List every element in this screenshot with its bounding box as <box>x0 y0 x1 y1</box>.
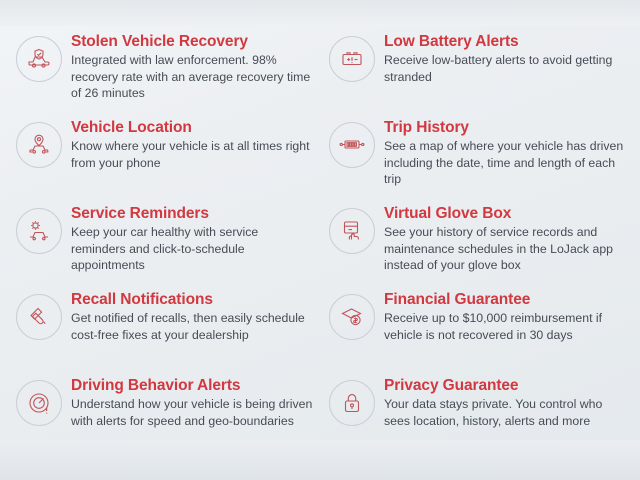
feature-description: See your history of service records and maintenance schedules in the LoJack app instead of your glove box <box>384 225 614 273</box>
feature-service-reminders <box>16 204 315 288</box>
feature-title: Financial Guarantee <box>384 291 531 308</box>
feature-title: Stolen Vehicle Recovery <box>71 33 248 50</box>
feature-vehicle-location <box>16 118 315 202</box>
feature-text <box>71 32 315 101</box>
feature-text <box>384 204 628 273</box>
feature-text <box>71 118 315 171</box>
feature-text <box>384 290 628 343</box>
recall-notifications-icon <box>16 294 62 340</box>
feature-description: Receive up to $10,000 reimbursement if vehicle is not recovered in 30 days <box>384 311 603 342</box>
feature-description: Get notified of recalls, then easily schedule cost-free fixes at your dealership <box>71 311 305 342</box>
feature-text <box>384 32 628 85</box>
feature-low-battery-alerts <box>329 32 628 116</box>
feature-grid <box>16 32 628 462</box>
low-battery-alerts-icon <box>329 36 375 82</box>
feature-privacy-guarantee <box>329 376 628 460</box>
feature-description: Integrated with law enforcement. 98% recovery rate with an average recovery time of 26 minutes <box>71 53 311 101</box>
feature-title: Recall Notifications <box>71 291 213 308</box>
feature-text <box>71 204 315 273</box>
service-reminders-icon <box>16 208 62 254</box>
feature-title: Virtual Glove Box <box>384 205 512 222</box>
feature-trip-history <box>329 118 628 202</box>
driving-behavior-alerts-icon <box>16 380 62 426</box>
feature-title: Trip History <box>384 119 469 136</box>
feature-description: Know where your vehicle is at all times right from your phone <box>71 139 310 170</box>
privacy-guarantee-icon <box>329 380 375 426</box>
feature-description: Keep your car healthy with service reminders and click-to-schedule appointments <box>71 225 259 273</box>
feature-driving-behavior-alerts <box>16 376 315 460</box>
right-column <box>329 32 628 462</box>
vehicle-location-icon <box>16 122 62 168</box>
feature-text <box>71 376 315 429</box>
feature-description: Your data stays private. You control who sees location, history, alerts and more <box>384 397 603 428</box>
stolen-vehicle-recovery-icon <box>16 36 62 82</box>
feature-title: Low Battery Alerts <box>384 33 519 50</box>
feature-text <box>384 376 628 429</box>
feature-title: Vehicle Location <box>71 119 192 136</box>
feature-title: Driving Behavior Alerts <box>71 377 241 394</box>
feature-description: Receive low-battery alerts to avoid getting stranded <box>384 53 613 84</box>
trip-history-icon <box>329 122 375 168</box>
financial-guarantee-icon <box>329 294 375 340</box>
feature-text <box>384 118 628 187</box>
feature-description: See a map of where your vehicle has driven including the date, time and length of each trip <box>384 139 624 187</box>
left-column <box>16 32 315 462</box>
feature-description: Understand how your vehicle is being driven with alerts for speed and geo-boundaries <box>71 397 313 428</box>
feature-virtual-glove-box <box>329 204 628 288</box>
virtual-glove-box-icon <box>329 208 375 254</box>
feature-stolen-vehicle-recovery <box>16 32 315 116</box>
feature-financial-guarantee <box>329 290 628 374</box>
feature-recall-notifications <box>16 290 315 374</box>
feature-text <box>71 290 315 343</box>
feature-title: Service Reminders <box>71 205 209 222</box>
feature-title: Privacy Guarantee <box>384 377 519 394</box>
